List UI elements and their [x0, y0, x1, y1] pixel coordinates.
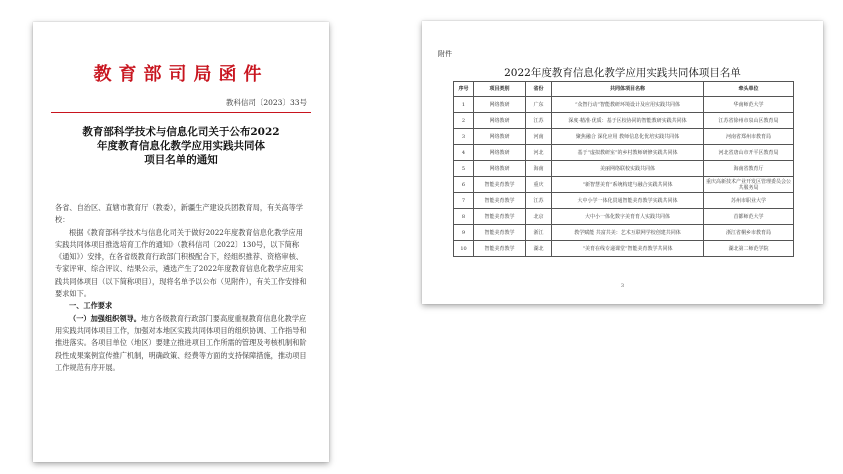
letterhead: 教育部司局函件: [93, 64, 269, 85]
table-cell: 湖北: [526, 241, 552, 257]
table-cell: 苏州市职业大学: [704, 193, 794, 209]
table-cell: 江苏: [526, 193, 552, 209]
table-cell: 基于“虚拟教研室”的乡村教师研修实践共同体: [552, 145, 704, 161]
salutation: 各省、自治区、直辖市教育厅（教委），新疆生产建设兵团教育局，有关高等学校：: [55, 203, 303, 225]
table-cell: 5: [454, 161, 474, 177]
table-row: [454, 145, 794, 161]
table-cell: 重庆: [526, 177, 552, 193]
table-cell: 浙江省桐乡市教育局: [704, 225, 794, 241]
table-cell: 网络教研: [474, 161, 526, 177]
table-row: [454, 129, 794, 145]
title-line-1: 教育部科学技术与信息化司关于公布2022: [82, 126, 280, 138]
table-row: [454, 113, 794, 129]
table-cell: 河南: [526, 129, 552, 145]
table-cell: 网络教研: [474, 145, 526, 161]
page-number: 3: [620, 283, 625, 289]
table-cell: 智能美育教学: [474, 193, 526, 209]
table-row: [454, 177, 794, 193]
table-cell: 河南省郑州市教育局: [704, 129, 794, 145]
table-row: [454, 161, 794, 177]
table-cell: 教学赋能 共富共美：艺术互联网学校创建共同体: [552, 225, 704, 241]
table-cell: 智能美育教学: [474, 177, 526, 193]
intro-paragraph: 根据《教育部科学技术与信息化司关于做好2022年度教育信息化教学应用实践共同体项目推选培育工作的通知》（教科信司〔2022〕130号，以下简称《通知》）安排，在各省级教育行政部门积极配合下，经组织推荐、资格审核、专家评审、综合评议、结果公示，遴选产生了2022年度教育信息化教学应用实践共同体项目（以下简称项目），现将名单予以公布（见附件），有关工作安排和要求如下。: [55, 227, 307, 299]
table-cell: 9: [454, 225, 474, 241]
table-cell: 华南师范大学: [704, 97, 794, 113]
attachment-page: [422, 21, 823, 304]
table-cell: 深度·精准·优质：基于区校协同的智能教研实践共同体: [552, 113, 704, 129]
table-cell: 北京: [526, 209, 552, 225]
table-cell: 网络教研: [474, 97, 526, 113]
notice-body: [55, 202, 309, 374]
table-row: [454, 97, 794, 113]
table-cell: 6: [454, 177, 474, 193]
table-cell: 智能美育教学: [474, 241, 526, 257]
table-cell: 7: [454, 193, 474, 209]
table-cell: 大中小学一体化贯通智能美育教学实践共同体: [552, 193, 704, 209]
table-cell: 网络教研: [474, 113, 526, 129]
attachment-label: 附件: [438, 50, 452, 58]
table-cell: 8: [454, 209, 474, 225]
notice-page: [33, 22, 329, 462]
table-cell: “美育在线专递课堂”智能美育教学共同体: [552, 241, 704, 257]
header-cell: 共同体项目名称: [552, 82, 704, 97]
header-cell: 项目类别: [474, 82, 526, 97]
item-1-lead: （一）加强组织领导。: [69, 313, 141, 323]
table-cell: 河北: [526, 145, 552, 161]
table-cell: 江苏省徐州市泉山区教育局: [704, 113, 794, 129]
table-cell: 湖北第二师范学院: [704, 241, 794, 257]
title-line-2: 年度教育信息化教学应用实践共同体: [97, 140, 265, 152]
attachment-title: 2022年度教育信息化教学应用实践共同体项目名单: [504, 67, 741, 79]
table-cell: 4: [454, 145, 474, 161]
section-heading: 一、工作要求: [69, 301, 113, 311]
table-cell: 网络教研: [474, 129, 526, 145]
item-1-paragraph: [55, 313, 309, 374]
table-cell: 重庆高新技术产业开发区管理委员会公共服务局: [704, 177, 794, 193]
table-cell: 10: [454, 241, 474, 257]
table-row: [454, 209, 794, 225]
table-cell: 智能美育教学: [474, 209, 526, 225]
header-cell: 牵头单位: [704, 82, 794, 97]
header-cell: 序号: [454, 82, 474, 97]
table-cell: 3: [454, 129, 474, 145]
item-1-text: 地方各级教育行政部门要高度重视教育信息化教学应用实践共同体项目工作，加强对本地区实践共同体项目的组织协调、工作指导和推进落实。各项目单位（地区）要建立推进项目工作所需的管理及考核机制和阶段性成果案例宣传推广机制，明确政策、经费等方面的支持保障措施，推动项目工作规范有序开展。: [55, 313, 307, 372]
table-cell: “众智行动”智能教研环境设计及应用实践共同体: [552, 97, 704, 113]
notice-title: [59, 125, 303, 167]
table-header-row: [454, 82, 794, 97]
table-cell: 2: [454, 113, 474, 129]
table-cell: 浙江: [526, 225, 552, 241]
table-cell: 首都师范大学: [704, 209, 794, 225]
title-line-3: 项目名单的通知: [144, 154, 218, 166]
table-cell: 1: [454, 97, 474, 113]
header-cell: 省份: [526, 82, 552, 97]
red-divider: [51, 112, 311, 113]
table-cell: “新智慧美育”系统构建与融合实践共同体: [552, 177, 704, 193]
project-table: [453, 81, 794, 257]
table-row: [454, 241, 794, 257]
table-cell: 智能美育教学: [474, 225, 526, 241]
table-cell: 大中小一体化数字美育育人实践共同体: [552, 209, 704, 225]
table-cell: 广东: [526, 97, 552, 113]
table-cell: 聚焦融合 深化应用 教师信息化优培实践共同体: [552, 129, 704, 145]
table-row: [454, 225, 794, 241]
table-cell: 河北省唐山市开平区教育局: [704, 145, 794, 161]
table-cell: 美丽网络联校实践共同体: [552, 161, 704, 177]
table-cell: 海南省教育厅: [704, 161, 794, 177]
table-row: [454, 193, 794, 209]
document-number: 教科信司〔2023〕33号: [225, 98, 307, 107]
table-cell: 海南: [526, 161, 552, 177]
table-cell: 江苏: [526, 113, 552, 129]
